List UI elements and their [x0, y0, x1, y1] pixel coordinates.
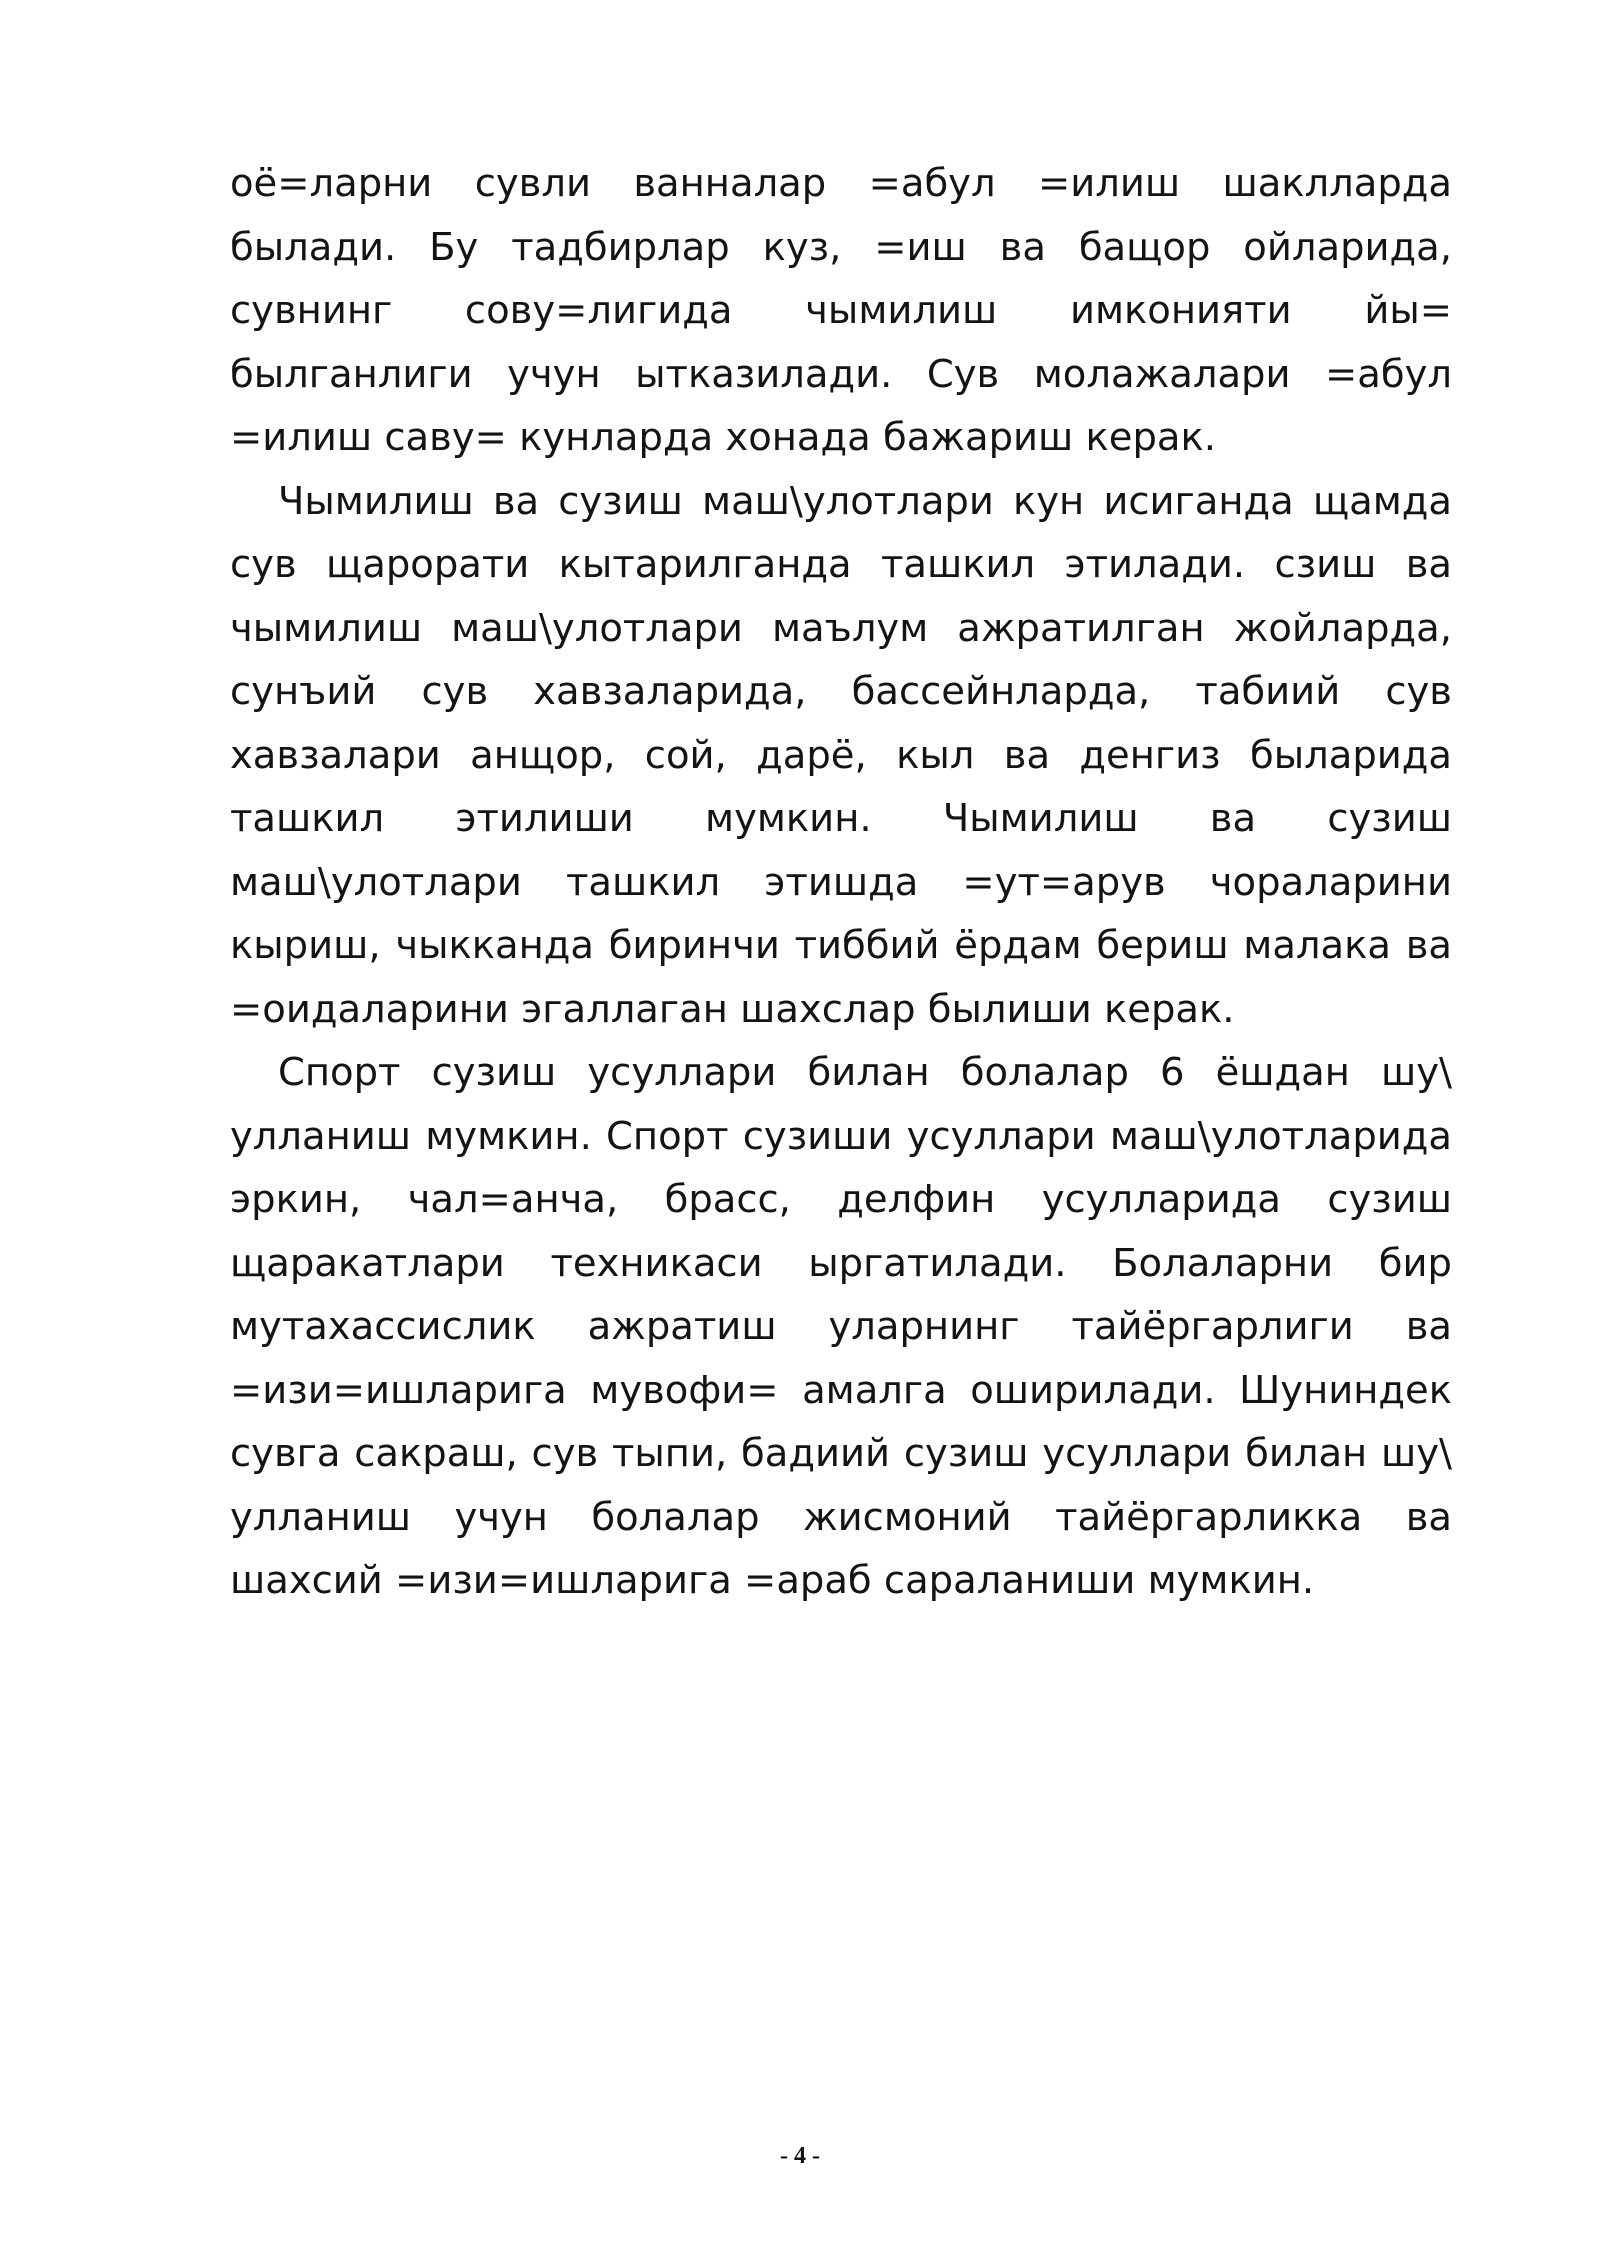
- paragraph-2: Чымилиш ва сузиш маш\улотлари кун исиганда щамда сув щарорати кытарилганда ташкил этилади. сзиш ва чымилиш маш\улотлари маълум ажратилган жойларда, сунъий сув хавзаларида, бассейнларда, табиий сув хавзалари анщор, сой, дарё, кыл ва денгиз быларида ташкил этилиши мумкин. Чымилиш ва сузиш маш\улотлари ташкил этишда =ут=арув чораларини кыриш, чыкканда биринчи тиббий ёрдам бериш малака ва =оидаларини эгаллаган шахслар былиши керак.: [230, 478, 1452, 1032]
- page-number: - 4 -: [780, 2143, 820, 2169]
- paragraph-3: Спорт сузиш усуллари билан болалар 6 ёшдан шу\ улланиш мумкин. Спорт сузиши усуллари маш\улотларида эркин, чал=анча, брасс, делфин усулларида сузиш щаракатлари техникаси ыргатилади. Болаларни бир мутахассислик ажратиш уларнинг тайёргарлиги ва =изи=ишларига мувофи= амалга оширилади. Шуниндек сувга сакраш, сув тыпи, бадиий сузиш усуллари билан шу\ улланиш учун болалар жисмоний тайёргарликка ва шахсий =изи=ишларига =араб сараланиши мумкин.: [230, 1050, 1452, 1603]
- paragraph-1: оё=ларни сувли ванналар =абул =илиш шаклларда былади. Бу тадбирлар куз, =иш ва бащор ойларида, сувнинг сову=лигида чымилиш имконияти йы= былганлиги учун ытказилади. Сув молажалари =абул =илиш саву= кунларда хонада бажариш керак.: [230, 161, 1452, 460]
- text-body: [230, 152, 1452, 1613]
